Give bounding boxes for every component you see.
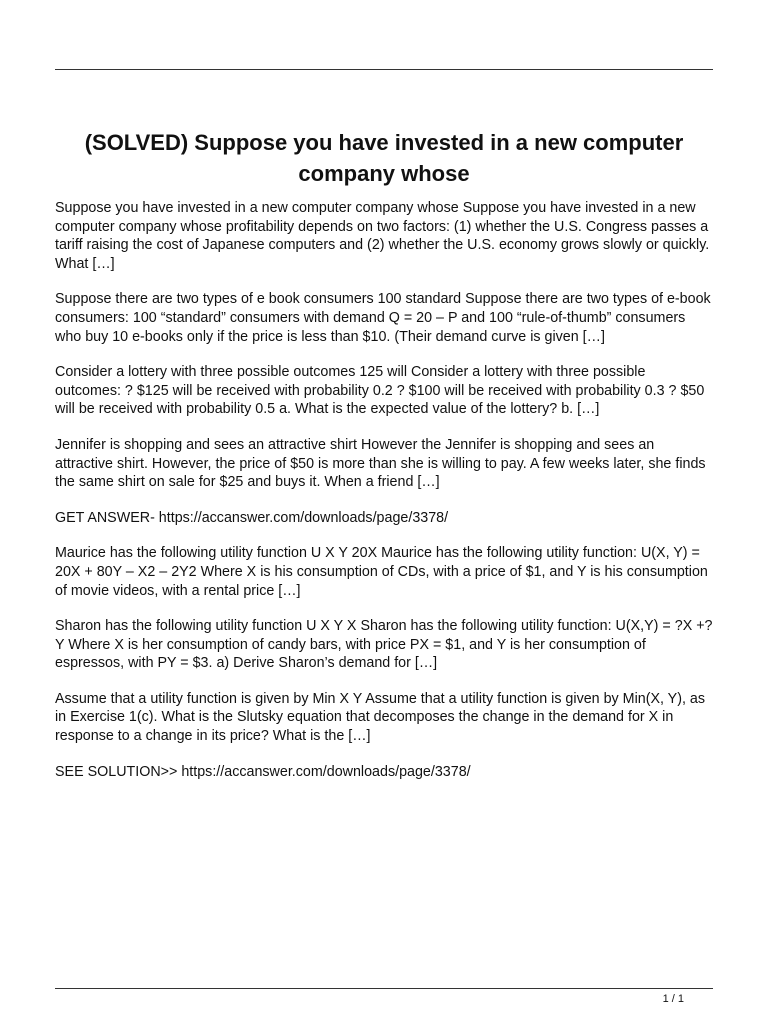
- paragraph-lottery: Consider a lottery with three possible outcomes 125 will Consider a lottery with three possible outcomes: ? $125 will be received with probability 0.2 ? $100 will be received with probability 0.3 ? $50 will be received with probability 0.5 a. What is the expected value of the lottery? b. […]: [55, 364, 705, 418]
- page-number: 1 / 1: [662, 993, 684, 1005]
- paragraph-ebook-consumers: Suppose there are two types of e book consumers 100 standard Suppose there are two types of e-book consumers: 100 “standard” consumers with demand Q = 20 – P and 100 “rule-of-thumb” consumers who buy 10 e-books only if the price is less than $10. (Their demand curve is given […]: [55, 291, 711, 345]
- paragraph-maurice-utility: Maurice has the following utility function U X Y 20X Maurice has the following utility function: U(X, Y) = 20X + 80Y – X2 – 2Y2 Where X is his consumption of CDs, with a price of $1, and Y is his consumption of movie videos, with a rental price […]: [55, 545, 708, 599]
- paragraph-invested-computer-company: Suppose you have invested in a new computer company whose Suppose you have invested in a new computer company whose profitability depends on two factors: (1) whether the U.S. Congress passes a tariff raising the cost of Japanese computers and (2) whether the U.S. economy grows slowly or quickly. What […]: [55, 200, 710, 272]
- paragraph-sharon-utility: Sharon has the following utility function U X Y X Sharon has the following utility function: U(X,Y) = ?X +? Y Where X is her consumption of candy bars, with price PX = $1, and Y is her consumption of espressos, with PY = $3. a) Derive Sharon’s demand for […]: [55, 618, 713, 672]
- paragraph-jennifer-shirt: Jennifer is shopping and sees an attractive shirt However the Jennifer is shopping and sees an attractive shirt. However, the price of $50 is more than she is willing to pay. A few weeks later, she finds the same shirt on sale for $25 and buys it. When a friend […]: [55, 436, 706, 491]
- header-rule: [55, 69, 713, 70]
- document-title: (SOLVED) Suppose you have invested in a new computer company whose: [84, 130, 684, 186]
- document-body: [55, 199, 715, 798]
- paragraph-slutsky-equation: Assume that a utility function is given by Min X Y Assume that a utility function is given by Min(X, Y), as in Exercise 1(c). What is the Slutsky equation that decomposes the change in the demand for X in response to a change in its price? What is the […]: [55, 690, 706, 745]
- get-answer-link[interactable]: GET ANSWER- https://accanswer.com/downloads/page/3378/: [55, 509, 449, 526]
- footer-rule: [55, 988, 713, 989]
- see-solution-link[interactable]: SEE SOLUTION>> https://accanswer.com/downloads/page/3378/: [55, 763, 471, 780]
